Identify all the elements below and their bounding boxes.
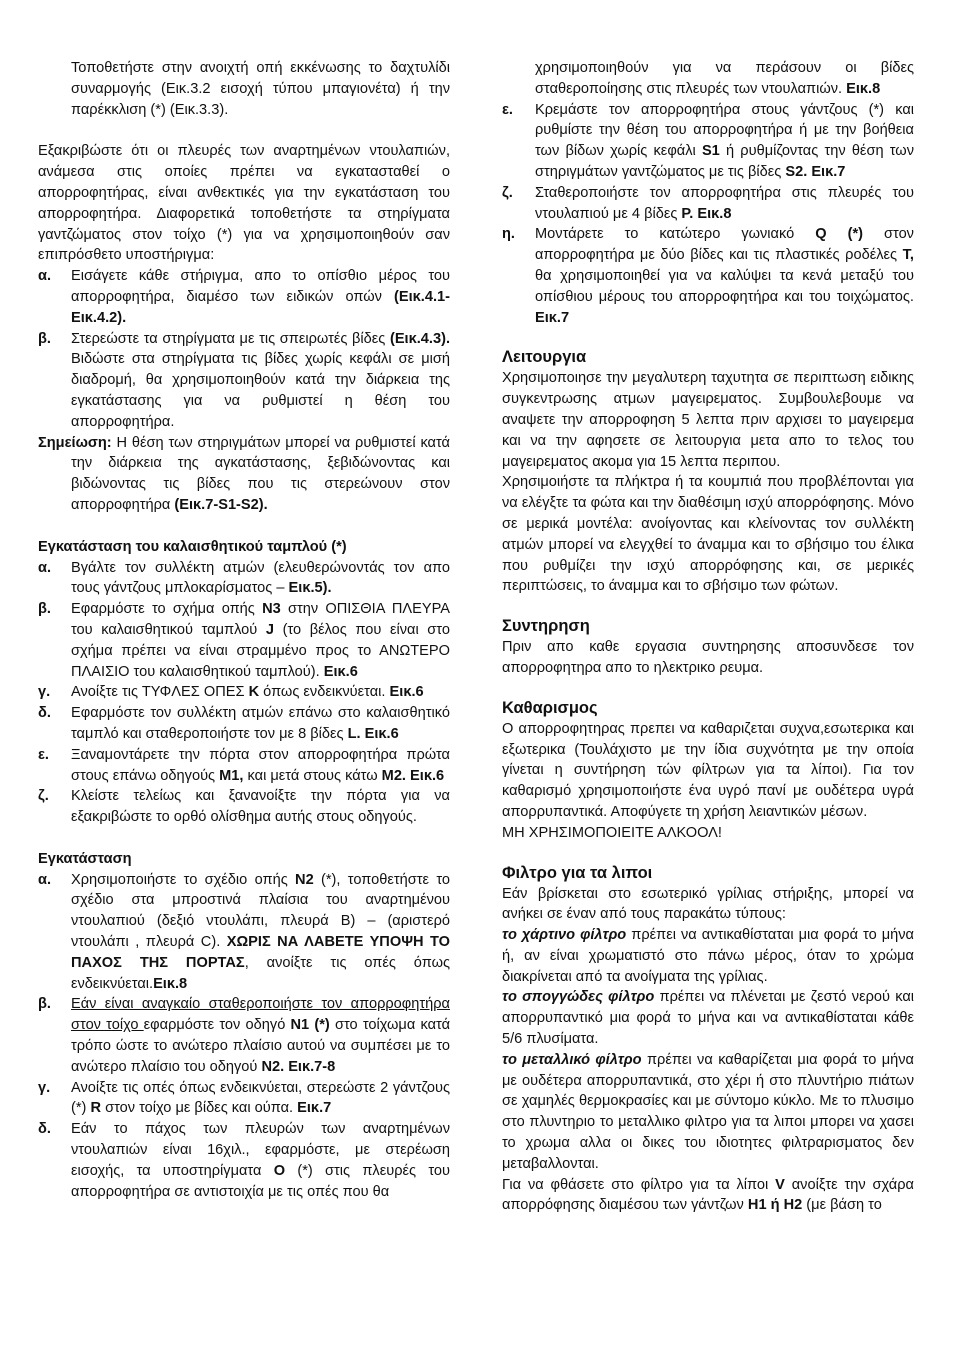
paragraph-text: πρέπει να πλένεται με ζεστό νερού και απορρυπαντικό μια φορά το μήνα και να αντικαθίσταται κάθε 5/6 πλυσίματα. <box>502 989 915 1048</box>
figure-ref: Εικ.7 <box>297 1100 332 1117</box>
list-item <box>38 682 450 703</box>
figure-ref: (Εικ.4.1-Εικ.4.2). <box>71 288 450 326</box>
figure-ref: Εικ.6 <box>389 684 424 701</box>
part-ref: V <box>775 1176 785 1193</box>
note <box>38 433 450 516</box>
intro-paragraph: Τοποθετήστε στην ανοιχτή οπή εκκένωσης το δαχτυλίδι συναρμογής (Εικ.3.2 εισοχή τύπου μπαγιονέτα) ή την παρέκκλιση (*) (Εικ.3.3). <box>71 60 450 118</box>
list-text: Κρεμάστε τον απορροφητήρα στους γάντζους (*) και ρυθμίστε την θέση του απορροφητήρα ή με την βοήθεια των βίδων χωρίς κεφάλι <box>535 101 914 160</box>
filter-type-label: το μεταλλικό φίλτρο <box>502 1051 642 1068</box>
figure-ref: P. Εικ.8 <box>681 205 732 222</box>
section-heading-install: Εγκατάσταση <box>38 850 132 867</box>
filter-intro: Εάν βρίσκεται στο εσωτερικό γρίλιας στήριξης, μπορεί να ανήκει σε έναν από τους παρακάτω τύπους: <box>502 885 914 923</box>
list-marker: δ. <box>38 705 51 722</box>
list-marker: α. <box>38 559 52 576</box>
list-text: Εφαρμόστε τον συλλέκτη ατμών επάνω στο καλαισθητικό ταμπλό και σταθεροποιήστε τον με 8 βίδες <box>71 705 450 742</box>
figure-ref: (Εικ.7-S1-S2). <box>174 496 268 513</box>
note-label: Σημείωση: <box>38 434 112 451</box>
list-marker: α. <box>38 871 52 888</box>
list-item <box>38 558 450 600</box>
section-heading-maintenance: Συντηρηση <box>502 617 590 636</box>
list-marker: β. <box>38 996 51 1013</box>
list-text: Μοντάρετε το κατώτερο γωνιακό <box>535 226 816 243</box>
figure-ref: N2. Εικ.7-8 <box>261 1058 336 1075</box>
filter-access-paragraph <box>502 1175 914 1217</box>
section-heading-cleaning: Καθαρισμος <box>502 698 598 717</box>
list-marker: ε. <box>502 101 513 118</box>
paragraph-text: πρέπει να καθαρίζεται μια φορά το μήνα με ουδέτερα απορρυπαντικά, στο χέρι ή στο πλυντήριο πιάτων σε χαμηλές θερμοκρασίες και με σύντομο κύκλο. Με το πλυσιμο στο πλυντηριο το μεταλλικο φιλτρο για τα λιποι μπορει να χασει το χρωμα αλλα οι δικες του ιδιοτητες φιλτραρισματος δεν μεταβαλλονται. <box>502 1051 914 1172</box>
warning-text: ΧΩΡΙΣ ΝΑ ΛΑΒΕΤΕ ΥΠΟΨΗ ΤΟ ΠΑΧΟΣ ΤΗΣ ΠΟΡΤΑΣ <box>71 934 450 971</box>
list-marker: η. <box>502 226 515 243</box>
figure-ref: Εικ.8 <box>846 80 881 97</box>
part-ref: Q (*) <box>815 226 863 243</box>
list-text: θα χρησιμοποιηθεί για να καλύψει τα κενά μεταξύ του οπίσθιου μέρους του απορροφητήρα και του τοιχώματος. <box>535 267 914 305</box>
figure-ref: L. Εικ.6 <box>347 725 399 742</box>
list-text: Στερεώστε τα στηρίγματα με τις σπειρωτές βίδες <box>71 330 390 347</box>
list-text: χρησιμοποιηθούν για να περάσουν οι βίδες σταθεροποίησης στις πλευρές των ντουλαπιών. <box>535 60 914 97</box>
part-ref: J <box>265 621 274 638</box>
list-text: Βγάλτε τον συλλέκτη ατμών (ελευθερώνοντάς τον απο τους γάντζους μπλοκαρίσματος – <box>71 559 450 597</box>
list-text: Βιδώστε στα στηρίγματα τις βίδες χωρίς κεφάλι σε μισή διαδρομή, θα χρησιμοποιηθούν κατά την διάρκεια της εγκατάστασης για να ρυθμιστεί η θέση του απορροφητήρα. <box>71 351 450 430</box>
list-text: ή ρυθμίζοντας την θέση των στηριγμάτων γαντζώματος με τις βίδες <box>535 143 915 180</box>
list-marker: γ. <box>38 684 51 701</box>
list-text: εφαρμόστε τον οδηγό <box>143 1017 291 1034</box>
part-ref: N2 <box>295 871 314 888</box>
cleaning-warning: ΜΗ ΧΡΗΣΙΜΟΠΟΙΕΙΤΕ ΑΛΚΟΟΛ! <box>502 824 722 841</box>
list-text: Εφαρμόστε το σχήμα οπής <box>71 601 263 618</box>
figure-ref: Εικ.5). <box>288 580 332 597</box>
list-item <box>38 599 450 682</box>
list-item <box>38 266 450 328</box>
list-item <box>38 703 450 745</box>
right-column <box>502 58 914 1216</box>
list-marker: ζ. <box>38 788 49 805</box>
list-marker: ε. <box>38 746 49 763</box>
list-text: Ανοίξτε τις οπές όπως ενδεικνύεται, στερεώστε 2 γάντζους (*) <box>71 1079 450 1117</box>
left-column <box>38 58 450 1202</box>
list-text: Εισάγετε κάθε στήριγμα, απο το οπίσθιο μέρος του απορροφητήρα, διαμέσο των ειδικών οπών <box>71 268 450 305</box>
paragraph-text: (με βάση το <box>802 1197 882 1214</box>
metal-filter-paragraph <box>502 1050 914 1175</box>
list-text: και μετά στους κάτω <box>243 767 382 784</box>
list-item <box>502 100 914 183</box>
list-item <box>38 786 450 828</box>
list-text: όπως ενδεικνύεται. <box>259 684 390 701</box>
list-text: Ξαναμοντάρετε την πόρτα στον απορροφητήρα πρώτα στους επάνω οδηγούς <box>71 746 450 784</box>
paper-filter-paragraph <box>502 925 914 987</box>
filter-type-label: το χάρτινο φίλτρο <box>502 927 627 944</box>
figure-ref: Εικ.8 <box>153 975 188 992</box>
operation-paragraph-2: Χρησιμοιήστε τα πλήκτρα ή τα κουμπιά που προβλέπονται για να ελέγξτε τα φώτα και την διαθέσιμη ισχύ απορρόφησης. Μόνο σε μερικά μοντέλα: ανοίγοντας και κλείνοντας τον συλλέκτη ατμών μπορεί να ελεγχθεί το άναμμα και το σβήσιμο του έλικα που ρυθμίζει την ισχύ απορρόφησης και, σε μερικές περιπτώσεις, το άναμμα και το σβήσιμο των φώτων. <box>502 474 914 595</box>
list-text: στον απορροφητήρα με δύο βίδες και τις πλαστικές ροδέλες <box>535 226 914 264</box>
part-ref: O <box>273 1162 286 1179</box>
continued-paragraph <box>502 58 914 100</box>
part-ref: K <box>248 684 260 701</box>
figure-ref: S2. Εικ.7 <box>785 163 846 180</box>
list-marker: α. <box>38 268 52 285</box>
list-marker: β. <box>38 601 51 618</box>
list-text: , ανοίξτε τις οπές όπως ενδεικνύεται. <box>71 954 450 992</box>
note-text: Η θέση των στηριγμάτων μπορεί να ρυθμιστεί κατά την διάρκεια της αγκατάστασης, ξεβιδώνοντας και βιδώνοντας τις βίδες που τις στερεώνουν στον απορροφητήρα <box>71 434 450 513</box>
paragraph-text: ανοίξτε την σχάρα απορρόφησης διαμέσου των γάντζων <box>502 1176 914 1214</box>
part-ref: N3 <box>262 601 281 618</box>
part-ref: M1, <box>219 767 244 784</box>
list-text: Σταθεροποιήστε τον απορροφητήρα στις πλευρές του ντουλαπιού με 4 βίδες <box>535 184 914 222</box>
paragraph-text: Για να φθάσετε στο φίλτρο για τα λίποι <box>502 1176 776 1193</box>
list-text: Χρησιμοποιήστε το σχέδιο οπής <box>71 871 296 888</box>
section-heading-filter: Φιλτρο για τα λιποι <box>502 863 653 882</box>
section-heading-operation: Λειτουργια <box>502 348 587 367</box>
list-item <box>502 183 914 225</box>
sponge-filter-paragraph <box>502 987 914 1049</box>
figure-ref: Εικ.6 <box>323 663 358 680</box>
section-heading-panel: Εγκατάσταση του καλαισθητικού ταμπλού (*) <box>38 538 347 555</box>
list-marker: β. <box>38 330 51 347</box>
list-item <box>502 224 914 328</box>
operation-paragraph: Χρησιμοποιησε την μεγαλυτερη ταχυτητα σε περιπτωση ειδικης συγκεντρωσης ατμων μαγειρεματος. Συμβουλεβουμε να αναψετε την απορροφηση 5 λεπτα πριν αρχισει το μαγειρεμα και να την αφησετε σε λειτουργια μετα απο το τελος του μαγειρεματος ακομα για 15 λεπτα περιπου. <box>502 370 914 470</box>
figure-ref: Εικ.7 <box>535 309 570 326</box>
figure-ref: M2. Εικ.6 <box>381 767 445 784</box>
part-ref: R <box>90 1100 102 1117</box>
filter-type-label: το σπογγώδες φίλτρο <box>502 989 655 1006</box>
list-text: (*), τοποθετήστε το σχέδιο στα μπροστινά πλαίσια του αναρτημένου ντουλαπιού (δεξιό ντουλάπι, πλευρά B) – (αριστερό ντουλάπι , πλευρά C). <box>71 871 450 951</box>
list-text: στον τοίχο με βίδες και ούπα. <box>101 1100 298 1117</box>
maintenance-paragraph: Πριν απο καθε εργασια συντηρησης αποσυνδεσε τον απορροφητηρα απο το ηλεκτρικο ρευμα. <box>502 639 914 676</box>
part-ref: H1 ή H2 <box>747 1197 803 1214</box>
list-text: (το βέλος που είναι στο σχήμα πρέπει να είναι στραμμένο προς το ΑΝΩΤΕΡΟ ΠΛΑΙΣΙΟ του καλαισθητικού ταμπλού). <box>71 621 450 680</box>
list-text: Ανοίξτε τις ΤΥΦΛΕΣ ΟΠΕΣ <box>71 684 249 701</box>
list-marker: δ. <box>38 1121 51 1138</box>
list-text: Κλείστε τελείως και ξανανοίξτε την πόρτα για να εξακριβώστε το ορθό ολίσθημα αυτής στους οδηγούς. <box>71 788 450 826</box>
paragraph-text: πρέπει να αντικαθίσταται μια φορά το μήνα ή, αν είναι χρωματιστό στο πάνω μέρος, όταν το χρώμα διακρίνεται από τα ανοίγματα της γρίλιας. <box>502 927 914 985</box>
check-paragraph: Εξακριβώστε ότι οι πλευρές των αναρτημένων ντουλαπιών, ανάμεσα στις οποίες πρέπει να εγκατασταθεί ο απορροφητήρας, είναι ανθεκτικές για την εγκατάσταση του απορροφητήρα. Διαφορετικά τοποθετήστε τα στηρίγματα γαντζώματος στον τοίχο (*) για να χρησιμοποιηθούν σαν επιπρόσθετο υποστήριγμα: <box>38 143 450 264</box>
list-item <box>38 745 450 787</box>
list-text: στην ΟΠΙΣΘΙΑ ΠΛΕΥΡΑ του καλαισθητικού ταμπλού <box>71 601 451 638</box>
part-ref: T, <box>902 247 914 264</box>
list-item <box>38 329 450 433</box>
list-text: στο τοίχωμα κατά τρόπο ώστε το ανώτερο πλαίσιο αυτού να συμπέσει με το ανώτερο πλαίσιο του οδηγού <box>71 1017 451 1075</box>
part-ref: N1 (*) <box>290 1017 330 1034</box>
list-marker: γ. <box>38 1079 51 1096</box>
list-text: Εάν το πάχος των πλευρών των αναρτημένων ντουλαπιών είναι 16χιλ., εφαρμόστε, με στερέωση εισοχής, τα υποστηρίγματα <box>71 1121 450 1179</box>
underlined-text: Εάν είναι αναγκαίο σταθεροποιήστε τον απορροφητήρα στον τοίχο <box>71 996 450 1034</box>
list-text: (*) στις πλευρές του απορροφητήρα σε αντιστοιχία με τις οπές που θα <box>71 1162 450 1200</box>
list-item <box>38 1119 450 1202</box>
list-item <box>38 870 450 995</box>
figure-ref: (Εικ.4.3). <box>389 330 450 347</box>
list-marker: ζ. <box>502 184 513 201</box>
part-ref: S1 <box>701 143 720 160</box>
list-item <box>38 994 450 1077</box>
cleaning-paragraph: Ο απορροφητηρας πρεπει να καθαριζεται συχνα,εσωτερικα και εξωτερικα (Τουλάχιστο με την ίδια συχνότητα με την οποία γίνεται η συντήρηση τών φίλτρων για τα λίποι). Για τον καθαρισμό χρησιμοποιήστε ένα υγρό πανί με ουδέτερα υγρά απορρυπαντικά. Αποφύγετε τη χρήση λειαντικών μέσων. <box>502 720 914 820</box>
list-item <box>38 1078 450 1120</box>
